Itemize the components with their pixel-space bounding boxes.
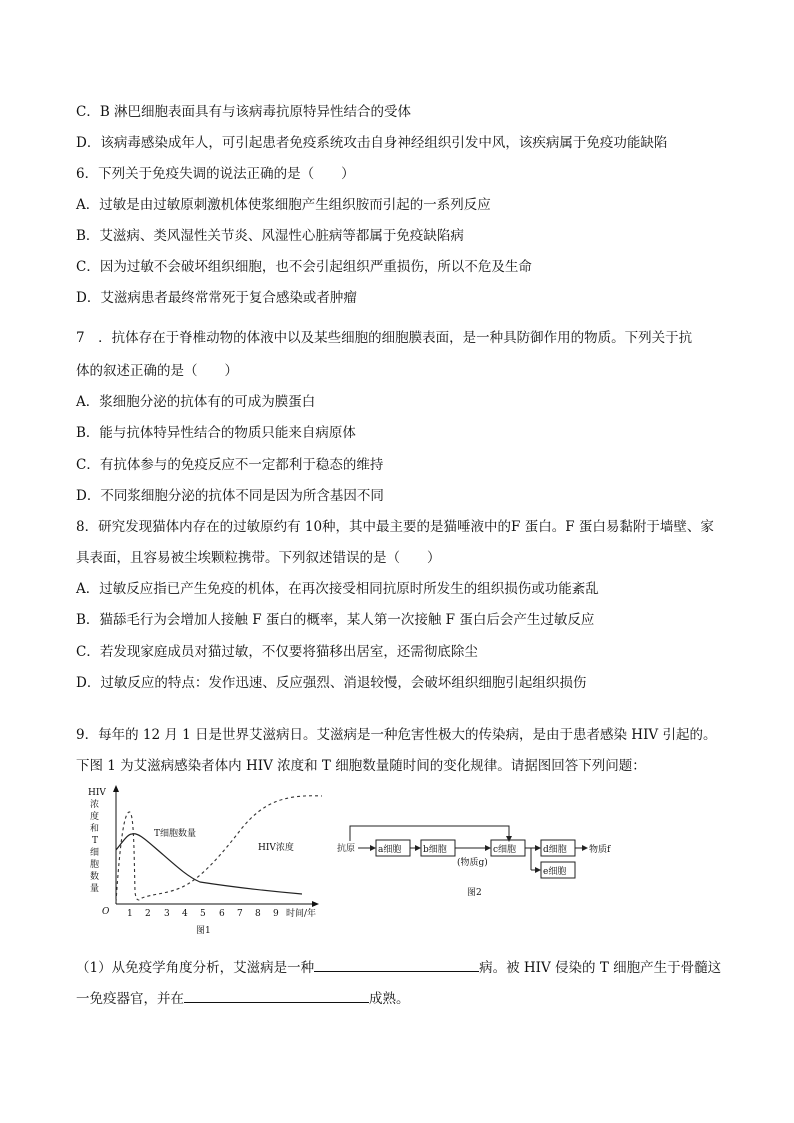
line-a6: A．过敏是由过敏原刺激机体使浆细胞产生组织胺而引起的一系列反应 xyxy=(76,197,491,213)
fig1-tick-4: 4 xyxy=(182,909,188,919)
fig2-top-line xyxy=(350,826,509,841)
question-9-cont: 下图 1 为艾滋病感染者体内 HIV 浓度和 T 细胞数量随时间的变化规律。请据图回答下列问题： xyxy=(76,758,646,774)
line-d7: D．不同浆细胞分泌的抗体不同是因为所含基因不同 xyxy=(76,488,384,504)
fig1-ylabel-1: 浓 xyxy=(90,800,100,810)
fig2-arrowhead-4 xyxy=(535,845,541,851)
answer-blank-2[interactable] xyxy=(184,988,369,1003)
fig1-ylabel-3: 和 xyxy=(90,824,100,834)
fig2-g-label: (物质g) xyxy=(457,858,488,868)
question-8-cont: 具表面，且容易被尘埃颗粒携带。下列叙述错误的是（ ） xyxy=(76,550,441,566)
fig2-arrowhead-3 xyxy=(485,845,491,851)
line-b6: B．艾滋病、类风湿性关节炎、风湿性心脏病等都属于免疫缺陷病 xyxy=(76,228,464,244)
fig1-tick-5: 5 xyxy=(200,909,206,919)
question-6: 6．下列关于免疫失调的说法正确的是（ ） xyxy=(76,166,355,182)
fig1-ylabel-4: T xyxy=(92,836,99,846)
line-b7: B．能与抗体特异性结合的物质只能来自病原体 xyxy=(76,425,356,441)
fig1-t-cell-label: T细胞数量 xyxy=(154,829,197,839)
fig1-ylabel-7: 数 xyxy=(90,872,100,882)
question-8: 8．研究发现猫体内存在的过敏原约有 10种，其中最主要的是猫唾液中的F 蛋白。F 蛋白易黏附于墙壁、家 xyxy=(76,519,714,535)
fig2-c-label: c细胞 xyxy=(493,845,517,855)
line-b8: B．猫舔毛行为会增加人接触 F 蛋白的概率，某人第一次接触 F 蛋白后会产生过敏反应 xyxy=(76,612,595,628)
line-a8: A．过敏反应指已产生免疫的机体，在再次接受相同抗原时所发生的组织损伤或功能紊乱 xyxy=(76,581,599,597)
fig2-arrowhead-1 xyxy=(370,845,376,851)
figures xyxy=(76,782,726,942)
fig2-antigen: 抗原 xyxy=(337,844,356,854)
fig1-x-arrow xyxy=(312,901,319,907)
line-d8: D．过敏反应的特点：发作迅速、反应强烈、消退较慢，会破坏组织细胞引起组织损伤 xyxy=(76,675,587,691)
line-d5: D．该病毒感染成年人，可引起患者免疫系统攻击自身神经组织引发中风，该疾病属于免疫功能缺陷 xyxy=(76,135,668,151)
fig2-caption: 图2 xyxy=(467,888,482,898)
fig2-arrowhead-5 xyxy=(535,867,541,873)
q1-text-1: （1）从免疫学角度分析，艾滋病是一种 xyxy=(76,960,315,976)
figure-svg xyxy=(76,782,726,942)
figure-2 xyxy=(337,826,611,898)
fig2-arrowhead-2 xyxy=(415,845,421,851)
answer-blank-1[interactable] xyxy=(314,957,479,972)
line-c5: C．B 淋巴细胞表面具有与该病毒抗原特异性结合的受体 xyxy=(76,104,412,120)
question-9-part-1-cont xyxy=(76,988,410,1008)
figure-1 xyxy=(88,785,322,936)
fig1-tick-3: 3 xyxy=(164,909,170,919)
q1-text-4: 成熟。 xyxy=(369,991,410,1007)
fig1-tick-9: 9 xyxy=(273,909,279,919)
line-d6: D．艾滋病患者最终常常死于复合感染或者肿瘤 xyxy=(76,290,357,306)
fig1-hiv-label: HIV浓度 xyxy=(258,843,294,853)
question-7-cont: 体的叙述正确的是（ ） xyxy=(76,363,238,379)
fig2-f-label: 物质f xyxy=(589,845,611,855)
q1-text-3: 一免疫器官，并在 xyxy=(76,991,184,1007)
fig1-tick-2: 2 xyxy=(145,909,151,919)
fig2-e-label: e细胞 xyxy=(543,867,567,877)
question-7: 7 ．抗体存在于脊椎动物的体液中以及某些细胞的细胞膜表面，是一种具防御作用的物质。下列关于抗 xyxy=(76,330,693,346)
fig1-ylabel-2: 度 xyxy=(90,812,100,822)
fig1-ylabel-5: 细 xyxy=(90,848,100,858)
fig1-tick-7: 7 xyxy=(237,909,243,919)
fig2-a-label: a细胞 xyxy=(378,845,402,855)
fig1-origin: O xyxy=(102,907,110,917)
fig2-top-arrow xyxy=(506,836,512,842)
fig1-tick-1: 1 xyxy=(127,909,133,919)
fig1-ylabel-8: 量 xyxy=(90,884,100,894)
q1-text-2: 病。被 HIV 侵染的 T 细胞产生于骨髓这 xyxy=(479,960,722,976)
fig2-d-label: d细胞 xyxy=(543,845,567,855)
fig1-xlabel: 时间/年 xyxy=(286,909,317,919)
question-9-part-1 xyxy=(76,957,721,977)
line-c7: C．有抗体参与的免疫反应不一定都利于稳态的维持 xyxy=(76,457,384,473)
fig2-arrowhead-6 xyxy=(582,845,588,851)
question-9: 9．每年的 12 月 1 日是世界艾滋病日。艾滋病是一种危害性极大的传染病，是由于患者感染 HIV 引起的。 xyxy=(76,727,717,743)
fig1-tick-6: 6 xyxy=(219,909,225,919)
line-c6: C．因为过敏不会破坏组织细胞，也不会引起组织严重损伤，所以不危及生命 xyxy=(76,259,532,275)
fig1-caption: 图1 xyxy=(196,926,211,936)
fig1-ylabel-6: 胞 xyxy=(90,860,100,870)
fig1-tick-8: 8 xyxy=(255,909,261,919)
fig2-b-label: b细胞 xyxy=(423,845,447,855)
line-c8: C．若发现家庭成员对猫过敏，不仅要将猫移出居室，还需彻底除尘 xyxy=(76,644,478,660)
line-a7: A．浆细胞分泌的抗体有的可成为膜蛋白 xyxy=(76,394,316,410)
fig1-ylabel-0: HIV xyxy=(88,788,106,798)
fig1-y-arrow xyxy=(113,785,119,792)
